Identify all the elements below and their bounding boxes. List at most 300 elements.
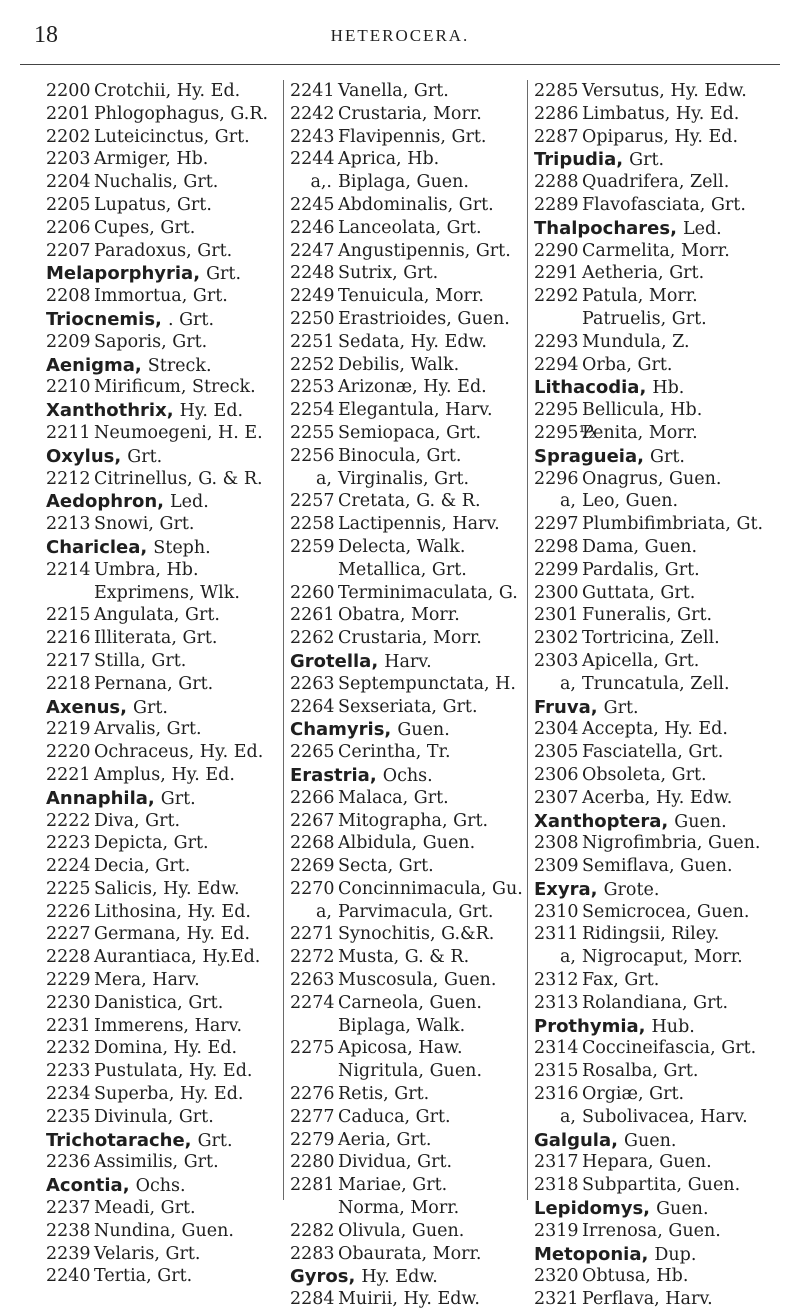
species-number: 2267 (290, 810, 335, 831)
species-entry (46, 1015, 282, 1038)
species-entry (534, 354, 770, 377)
species-number: 2227 (46, 924, 91, 945)
species-number: 2251 (290, 331, 335, 352)
species-author: Hy. Ed. (675, 103, 740, 124)
species-name: Salicis, (94, 878, 158, 899)
species-author: Hy. Edw. (655, 787, 733, 808)
species-name: Cerintha, (338, 742, 422, 763)
species-author: Morr. (693, 947, 743, 968)
species-author: Hy. Ed. (674, 126, 739, 147)
species-name: Mera, (94, 970, 147, 991)
genus-author: Ochs. (135, 1176, 186, 1197)
species-entry (46, 741, 282, 764)
species-author: Hb. (176, 149, 209, 170)
species-entry (46, 901, 282, 924)
species-author: Grt. (677, 605, 713, 626)
species-entry (534, 650, 770, 673)
species-name: Hepara, (582, 1152, 654, 1173)
species-name: Superba, (94, 1084, 175, 1105)
genus-name: Tripudia, (534, 149, 624, 171)
species-name: Coccineifascia, (582, 1038, 716, 1059)
species-name: Ridingsii, (582, 924, 666, 945)
species-number: 2258 (290, 514, 335, 535)
species-entry (290, 240, 526, 263)
species-number: a, (560, 1106, 576, 1127)
species-number: a, (316, 901, 332, 922)
species-number: 2236 (46, 1152, 91, 1173)
species-name: Onagrus, (582, 468, 664, 489)
species-name: Apicosa, (338, 1038, 413, 1059)
species-number: 2230 (46, 992, 91, 1013)
species-entry (290, 582, 526, 605)
species-number: 2238 (46, 1220, 91, 1241)
species-name: Abdominalis, (338, 194, 454, 215)
species-name: Orgiæ, (582, 1084, 644, 1105)
species-author: Guen. (429, 1061, 483, 1082)
synonym-entry (46, 582, 282, 605)
species-entry (534, 513, 770, 536)
species-author: Grt. (649, 1084, 685, 1105)
species-number: 2291 (534, 263, 579, 284)
species-author: Hy. Ed. (187, 901, 251, 922)
species-entry (290, 604, 526, 627)
species-number: 2244 (290, 149, 335, 170)
species-name: Arizonæ, (338, 377, 418, 398)
species-name: Fax, (582, 970, 619, 991)
species-author: Hy. Edw. (670, 81, 747, 101)
species-entry (534, 1288, 770, 1311)
species-number: 2317 (534, 1152, 579, 1173)
genus-name: Galgula, (534, 1129, 618, 1151)
column-divider-2 (527, 80, 528, 1200)
species-number: 2292 (534, 286, 579, 307)
genus-heading (46, 696, 282, 719)
species-entry (534, 559, 770, 582)
species-author: Hy. Ed. (176, 81, 241, 101)
column-divider-1 (283, 80, 284, 1200)
species-name: Opiparus, (582, 126, 669, 147)
species-author: Morr. (433, 103, 482, 124)
species-name: Flavofasciata, (582, 194, 706, 215)
species-name: Illiterata, (94, 628, 177, 649)
column-1 (46, 80, 282, 1288)
species-name: Erastrioides, (338, 308, 452, 329)
species-author: Grt. (446, 217, 482, 238)
species-entry (290, 741, 526, 764)
species-entry (534, 171, 770, 194)
species-number: 2316 (534, 1084, 579, 1105)
column-3 (534, 80, 770, 1311)
species-entry (534, 1037, 770, 1060)
species-author: Morr. (410, 1198, 460, 1219)
species-author: Guen. (443, 970, 497, 991)
species-number: 2263 (290, 970, 335, 991)
species-name: Obatra, (338, 605, 406, 626)
species-name: Crustaria, (338, 103, 428, 124)
species-name: Subpartita, (582, 1175, 683, 1196)
synonym-entry (534, 308, 770, 331)
species-author: Grt. (185, 605, 220, 626)
species-name: Nigrofimbria, (582, 833, 703, 854)
species-author: Hy.Ed. (202, 947, 261, 968)
genus-name: Chariclea, (46, 536, 148, 558)
species-name: Mariae, (338, 1175, 407, 1196)
species-entry (290, 194, 526, 217)
species-name: Armiger, (94, 149, 171, 170)
species-number: 2209 (46, 331, 91, 352)
species-author: Grt. (197, 240, 233, 261)
species-author: Grt. (188, 992, 224, 1013)
species-author: Zell. (690, 673, 730, 694)
species-number: 2320 (534, 1266, 579, 1287)
species-number: 2223 (46, 833, 91, 854)
species-name: Diva, (94, 810, 140, 831)
species-name: Virginalis, (338, 468, 429, 489)
species-number: 2302 (534, 628, 579, 649)
species-number: 2269 (290, 856, 335, 877)
species-number: a,. (310, 172, 332, 193)
species-entry (534, 764, 770, 787)
species-author: Hy. Ed. (171, 764, 235, 785)
genus-author: Hy. Ed. (179, 401, 244, 422)
species-entry (46, 764, 282, 787)
species-name: Orba, (582, 354, 632, 375)
species-entry (46, 1106, 282, 1129)
genus-author: Guen. (656, 1199, 709, 1220)
species-name: Delecta, (338, 536, 412, 557)
species-number: 2224 (46, 856, 91, 877)
species-name: Rosalba, (582, 1061, 658, 1082)
species-entry (290, 399, 526, 422)
species-name: Perflava, (582, 1289, 660, 1310)
species-author: Walk. (416, 1015, 466, 1036)
genus-author: Guen. (674, 811, 727, 832)
species-author: Harv. (452, 514, 500, 535)
genus-heading (46, 1174, 282, 1197)
genus-name: Oxylus, (46, 445, 122, 467)
species-number: 2321 (534, 1289, 579, 1310)
species-name: Vanella, (338, 81, 409, 101)
species-entry (534, 1220, 770, 1243)
species-name: Musta, (338, 947, 400, 968)
genus-heading (534, 148, 770, 171)
genus-name: Aedophron, (46, 491, 164, 513)
species-entry (46, 878, 282, 901)
species-name: Pernana, (94, 673, 173, 694)
species-name: Crotchii, (94, 81, 172, 101)
species-name: Acerba, (582, 787, 651, 808)
species-entry (534, 262, 770, 285)
genus-name: Melaporphyria, (46, 263, 201, 285)
species-name: Truncatula, (582, 673, 685, 694)
species-number: 2240 (46, 1266, 91, 1287)
species-entry (534, 992, 770, 1015)
species-name: Concinnimacula, (338, 878, 487, 899)
genus-author: Grt. (160, 788, 196, 809)
species-entry (46, 422, 282, 445)
species-entry (534, 399, 770, 422)
species-number: 2266 (290, 787, 335, 808)
genus-name: Acontia, (46, 1175, 130, 1197)
species-name: Apicella, (582, 650, 659, 671)
species-name: Semiopaca, (338, 422, 441, 443)
species-author: Guen. (669, 468, 722, 489)
species-entry (534, 923, 770, 946)
species-name: Paradoxus, (94, 240, 192, 261)
species-name: Sutrix, (338, 263, 398, 284)
genus-heading (46, 308, 282, 331)
species-number: 2281 (290, 1175, 335, 1196)
genus-name: Lithacodia, (534, 377, 647, 399)
species-entry (534, 855, 770, 878)
species-author: Guen. (696, 901, 750, 922)
species-entry (290, 673, 526, 696)
species-number: a, (560, 947, 576, 968)
species-author: Grt. (396, 1129, 432, 1150)
genus-heading (534, 810, 770, 833)
column-2 (290, 80, 526, 1311)
species-name: Obsoleta, (582, 764, 667, 785)
genus-heading (290, 1265, 526, 1288)
species-author: Guen. (668, 1220, 721, 1241)
species-author: Grt. (671, 764, 707, 785)
species-entry (46, 946, 282, 969)
species-entry (290, 696, 526, 719)
species-number: 2215 (46, 605, 91, 626)
variety-entry (290, 468, 526, 491)
species-author: Hy. Ed. (664, 719, 728, 740)
genus-heading (46, 787, 282, 810)
species-entry (46, 969, 282, 992)
species-number: 2277 (290, 1106, 335, 1127)
species-author: Guen. (659, 1152, 712, 1173)
species-author: Grt. (442, 696, 478, 717)
genus-name: Fruva, (534, 696, 598, 718)
species-author: Grt. (159, 514, 195, 535)
species-number: 2255 (290, 422, 335, 443)
genus-heading (46, 536, 282, 559)
species-entry (534, 1060, 770, 1083)
species-number: 2256 (290, 445, 335, 466)
species-number: 2271 (290, 924, 335, 945)
species-author: Gu. (492, 878, 523, 899)
species-author: Grt. (475, 240, 511, 261)
species-entry (46, 126, 282, 149)
species-name: Phlogophagus, (94, 103, 225, 124)
genus-name: Lepidomys, (534, 1198, 651, 1220)
species-number: 2235 (46, 1106, 91, 1127)
species-author: G. & R. (198, 468, 263, 489)
species-author: Guen. (181, 1220, 234, 1241)
species-name: Semicrocea, (582, 901, 692, 922)
species-entry (46, 376, 282, 399)
species-number: 2310 (534, 901, 579, 922)
species-entry (46, 1243, 282, 1266)
species-author: H. E. (218, 422, 263, 443)
page-number: 18 (34, 22, 58, 48)
species-number: 2295½ (534, 422, 596, 443)
genus-author: Hy. Edw. (361, 1267, 438, 1288)
species-author: Zell. (680, 628, 720, 649)
species-name: Nigrocaput, (582, 947, 689, 968)
genus-heading (46, 262, 282, 285)
species-author: Harv. (152, 970, 200, 991)
species-name: Parvimacula, (338, 901, 453, 922)
species-entry (46, 194, 282, 217)
species-author: Grt. (446, 422, 482, 443)
species-name: Sedata, (338, 331, 406, 352)
species-name: Amplus, (94, 764, 166, 785)
species-name: Elegantula, (338, 400, 440, 421)
species-entry (46, 103, 282, 126)
species-number: 2285 (534, 81, 579, 101)
species-author: Grt. (173, 833, 209, 854)
species-number: 2303 (534, 650, 579, 671)
species-entry (290, 832, 526, 855)
species-author: Tr. (426, 742, 451, 763)
species-author: Grt. (451, 126, 487, 147)
species-name: Lithosina, (94, 901, 182, 922)
species-number: 2234 (46, 1084, 91, 1105)
species-entry (534, 331, 770, 354)
species-name: Domina, (94, 1038, 169, 1059)
species-author: Harv. (700, 1106, 748, 1127)
species-entry (46, 627, 282, 650)
species-number: 2263 (290, 673, 335, 694)
species-author: H. (495, 673, 516, 694)
species-author: Grt. (669, 263, 705, 284)
species-number: 2252 (290, 354, 335, 375)
species-author: Grt. (183, 172, 219, 193)
species-name: Aeria, (338, 1129, 391, 1150)
species-author: Walk. (416, 536, 466, 557)
genus-heading (534, 1243, 770, 1266)
species-entry (290, 1106, 526, 1129)
species-author: Morr. (432, 1243, 482, 1264)
genus-author: Grt. (132, 697, 168, 718)
species-author: Hb. (407, 149, 440, 170)
species-number: 2212 (46, 468, 91, 489)
species-name: Lactipennis, (338, 514, 447, 535)
species-author: Riley. (671, 924, 720, 945)
species-number: 2309 (534, 856, 579, 877)
genus-heading (46, 399, 282, 422)
species-number: 2216 (46, 628, 91, 649)
species-number: 2241 (290, 81, 335, 101)
species-number: 2200 (46, 81, 91, 101)
species-entry (46, 513, 282, 536)
species-entry (290, 855, 526, 878)
genus-name: Exyra, (534, 878, 598, 900)
species-name: Lupatus, (94, 194, 172, 215)
species-number: 2301 (534, 605, 579, 626)
species-entry (290, 103, 526, 126)
genus-author: Grote. (603, 879, 660, 900)
species-number: 2272 (290, 947, 335, 968)
species-name: Synochitis, (338, 924, 436, 945)
species-name: Citrinellus, (94, 468, 193, 489)
species-entry (46, 468, 282, 491)
species-number: 2239 (46, 1243, 91, 1264)
species-number: 2211 (46, 422, 91, 443)
species-entry (46, 832, 282, 855)
species-author: Hy. Edw. (410, 331, 487, 352)
species-entry (534, 126, 770, 149)
species-number: 2203 (46, 149, 91, 170)
species-entry (46, 1220, 282, 1243)
species-name: Penita, (582, 422, 644, 443)
species-entry (46, 1151, 282, 1174)
species-author: Morr. (433, 628, 482, 649)
species-number: a, (560, 673, 576, 694)
species-entry (290, 148, 526, 171)
species-number: 2260 (290, 582, 335, 603)
species-author: Grt. (172, 331, 208, 352)
species-author: G. & R. (404, 947, 470, 968)
variety-entry (290, 901, 526, 924)
species-author: G.R. (230, 103, 269, 124)
genus-author: Streck. (147, 355, 212, 376)
species-name: Danistica, (94, 992, 183, 1013)
species-number: 2257 (290, 491, 335, 512)
species-name: Malaca, (338, 787, 409, 808)
species-author: Hb. (656, 1266, 689, 1287)
species-entry (290, 810, 526, 833)
species-author: Harv. (194, 1015, 243, 1036)
species-number: 2261 (290, 605, 335, 626)
species-entry (290, 1220, 526, 1243)
species-entry (290, 513, 526, 536)
species-name: Exprimens, (94, 582, 195, 603)
species-number: 2213 (46, 514, 91, 535)
genus-heading (534, 1015, 770, 1038)
genus-name: Trichotarache, (46, 1129, 192, 1151)
species-number: a, (316, 468, 332, 489)
species-name: Tertia, (94, 1266, 152, 1287)
species-entry (46, 1265, 282, 1288)
species-entry (290, 445, 526, 468)
species-entry (46, 650, 282, 673)
species-number: 2308 (534, 833, 579, 854)
genus-name: Erastria, (290, 764, 377, 786)
species-name: Stilla, (94, 650, 146, 671)
genus-heading (290, 650, 526, 673)
species-name: Mirificum, (94, 377, 187, 398)
species-number: 2286 (534, 103, 579, 124)
species-author: Grt. (182, 628, 218, 649)
species-entry (534, 969, 770, 992)
genus-heading (46, 1129, 282, 1152)
species-name: Limbatus, (582, 103, 671, 124)
species-author: Grt. (192, 286, 228, 307)
species-number: 2228 (46, 947, 91, 968)
species-number: 2249 (290, 286, 335, 307)
species-entry (290, 923, 526, 946)
species-name: Carmelita, (582, 240, 676, 261)
genus-author: Guen. (624, 1130, 677, 1151)
species-name: Saporis, (94, 331, 167, 352)
species-number: 2231 (46, 1015, 91, 1036)
variety-entry (290, 171, 526, 194)
species-name: Ochraceus, (94, 742, 195, 763)
species-entry (534, 832, 770, 855)
genus-heading (534, 878, 770, 901)
species-entry (290, 285, 526, 308)
species-author: Hy. Ed. (199, 742, 264, 763)
species-author: Grt. (166, 719, 202, 740)
species-author: Grt. (671, 308, 707, 329)
species-name: Assimilis, (94, 1152, 179, 1173)
